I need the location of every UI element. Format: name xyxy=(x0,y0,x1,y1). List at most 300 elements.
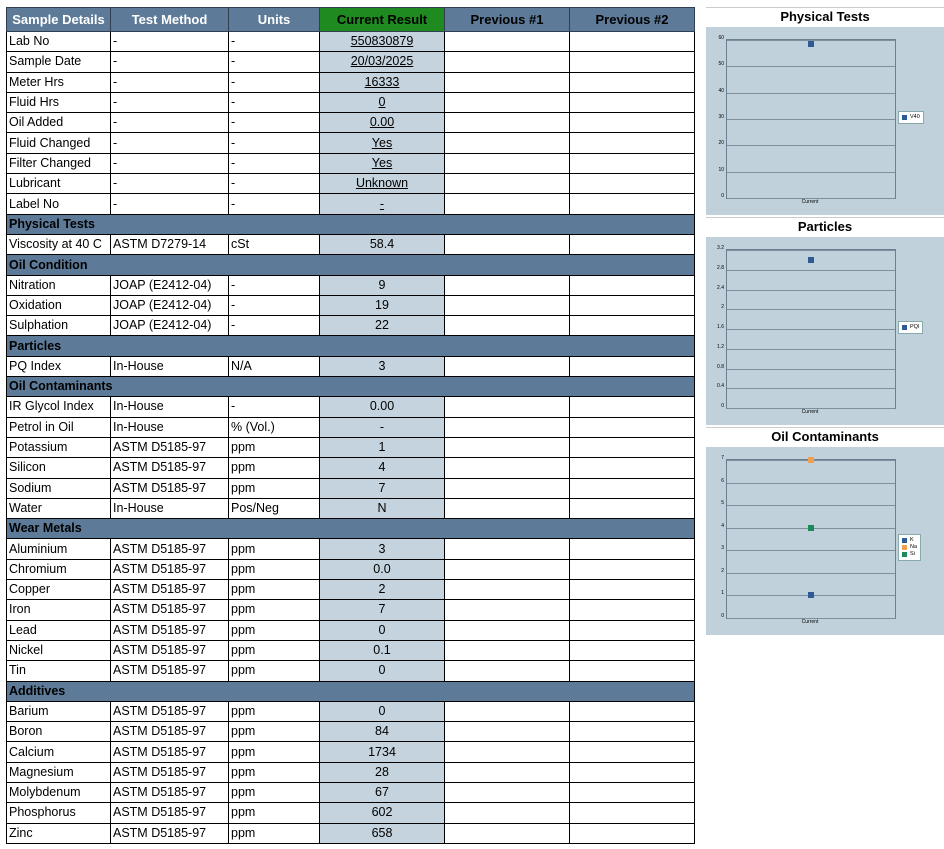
row-label: Sodium xyxy=(7,478,111,498)
row-label: Boron xyxy=(7,722,111,742)
units-cell: ppm xyxy=(229,661,320,681)
y-tick-label: 1.2 xyxy=(717,343,724,350)
current-result-cell: 58.4 xyxy=(320,234,445,254)
current-result-link[interactable]: 0 xyxy=(378,95,386,110)
legend-label: Si xyxy=(910,551,915,557)
table-row xyxy=(7,234,695,254)
previous-2-cell xyxy=(570,397,695,417)
legend-label: K xyxy=(910,537,914,543)
x-tick-label: Current xyxy=(801,619,819,625)
previous-1-cell xyxy=(445,661,570,681)
y-tick-label: 5 xyxy=(721,500,724,507)
row-label: Sulphation xyxy=(7,316,111,336)
section-header-row xyxy=(7,255,695,275)
y-tick-label: 1 xyxy=(721,590,724,597)
test-method-cell: JOAP (E2412-04) xyxy=(111,275,229,295)
y-tick-label: 7 xyxy=(721,455,724,461)
test-method-cell: ASTM D5185-97 xyxy=(111,661,229,681)
y-tick-label: 3.2 xyxy=(717,245,724,251)
row-label: Zinc xyxy=(7,823,111,843)
current-result-cell: - xyxy=(320,417,445,437)
current-result-cell: 3 xyxy=(320,356,445,376)
gridline xyxy=(727,119,895,120)
table-row xyxy=(7,701,695,721)
particles-chart xyxy=(706,217,944,425)
data-point-pqi xyxy=(808,257,814,263)
row-label: Potassium xyxy=(7,437,111,457)
row-label: Viscosity at 40 C xyxy=(7,234,111,254)
current-result-cell: 7 xyxy=(320,600,445,620)
units-cell: ppm xyxy=(229,580,320,600)
previous-1-cell xyxy=(445,620,570,640)
test-method-cell: ASTM D5185-97 xyxy=(111,640,229,660)
previous-1-cell xyxy=(445,742,570,762)
gridline xyxy=(727,483,895,484)
previous-1-cell xyxy=(445,803,570,823)
previous-1-cell xyxy=(445,194,570,214)
test-method-cell: ASTM D5185-97 xyxy=(111,823,229,843)
units-cell: - xyxy=(229,153,320,173)
plot-area xyxy=(726,249,896,409)
row-label: Fluid Changed xyxy=(7,133,111,153)
row-label: Nickel xyxy=(7,640,111,660)
test-method-cell: ASTM D5185-97 xyxy=(111,437,229,457)
section-header-row xyxy=(7,377,695,397)
gridline xyxy=(727,172,895,173)
test-method-cell: ASTM D5185-97 xyxy=(111,458,229,478)
units-cell: Pos/Neg xyxy=(229,498,320,518)
data-point-v40 xyxy=(808,41,814,47)
previous-2-cell xyxy=(570,498,695,518)
test-method-cell: JOAP (E2412-04) xyxy=(111,316,229,336)
table-row xyxy=(7,32,695,52)
units-cell: ppm xyxy=(229,437,320,457)
table-header-row xyxy=(7,8,695,32)
chart-area xyxy=(706,27,944,215)
gridline xyxy=(727,388,895,389)
test-method-cell: ASTM D5185-97 xyxy=(111,559,229,579)
gridline xyxy=(727,93,895,94)
header-units: Units xyxy=(229,8,320,32)
previous-1-cell xyxy=(445,234,570,254)
units-cell: ppm xyxy=(229,458,320,478)
test-method-cell: In-House xyxy=(111,356,229,376)
row-label: Nitration xyxy=(7,275,111,295)
current-result-cell: 0.1 xyxy=(320,640,445,660)
previous-1-cell xyxy=(445,92,570,112)
chart-legend xyxy=(898,534,921,561)
test-method-cell: - xyxy=(111,113,229,133)
row-label: Magnesium xyxy=(7,762,111,782)
legend-item xyxy=(902,544,917,551)
gridline xyxy=(727,505,895,506)
section-header-row xyxy=(7,519,695,539)
previous-2-cell xyxy=(570,722,695,742)
table-row xyxy=(7,559,695,579)
y-tick-label: 0 xyxy=(721,403,724,409)
plot-area xyxy=(726,459,896,619)
row-label: Chromium xyxy=(7,559,111,579)
units-cell: - xyxy=(229,72,320,92)
chart-title: Oil Contaminants xyxy=(771,429,879,444)
row-label: Lab No xyxy=(7,32,111,52)
header-previous-2: Previous #2 xyxy=(570,8,695,32)
y-tick-label: 1.6 xyxy=(717,324,724,330)
previous-1-cell xyxy=(445,782,570,802)
chart-title: Particles xyxy=(797,219,853,234)
current-result-cell xyxy=(320,72,445,92)
data-point-k xyxy=(808,592,814,598)
previous-2-cell xyxy=(570,661,695,681)
test-method-cell: ASTM D5185-97 xyxy=(111,742,229,762)
test-method-cell: - xyxy=(111,52,229,72)
units-cell: - xyxy=(229,194,320,214)
table-row xyxy=(7,174,695,194)
previous-1-cell xyxy=(445,539,570,559)
test-method-cell: - xyxy=(111,92,229,112)
table-row xyxy=(7,782,695,802)
table-row xyxy=(7,52,695,72)
previous-2-cell xyxy=(570,295,695,315)
table-row xyxy=(7,722,695,742)
row-label: Tin xyxy=(7,661,111,681)
y-tick-label: 2 xyxy=(721,304,724,311)
current-result-cell xyxy=(320,133,445,153)
current-result-cell xyxy=(320,32,445,52)
row-label: Calcium xyxy=(7,742,111,762)
current-result-cell: 0 xyxy=(320,661,445,681)
test-method-cell: ASTM D5185-97 xyxy=(111,600,229,620)
units-cell: ppm xyxy=(229,722,320,742)
y-tick-label: 2 xyxy=(721,567,724,574)
current-result-link[interactable]: - xyxy=(379,196,385,211)
legend-label: Na xyxy=(910,544,918,550)
gridline xyxy=(727,145,895,146)
previous-2-cell xyxy=(570,742,695,762)
row-label: Fluid Hrs xyxy=(7,92,111,112)
current-result-cell: 1734 xyxy=(320,742,445,762)
y-tick-label: 2.4 xyxy=(717,284,724,291)
test-method-cell: - xyxy=(111,72,229,92)
previous-2-cell xyxy=(570,458,695,478)
units-cell: ppm xyxy=(229,701,320,721)
row-label: Phosphorus xyxy=(7,803,111,823)
y-tick-label: 10 xyxy=(718,166,724,173)
units-cell: ppm xyxy=(229,478,320,498)
test-method-cell: ASTM D5185-97 xyxy=(111,478,229,498)
previous-2-cell xyxy=(570,782,695,802)
previous-2-cell xyxy=(570,153,695,173)
units-cell: - xyxy=(229,316,320,336)
units-cell: - xyxy=(229,174,320,194)
table-row xyxy=(7,539,695,559)
previous-2-cell xyxy=(570,701,695,721)
row-label: Barium xyxy=(7,701,111,721)
table-row xyxy=(7,498,695,518)
physical-tests-chart xyxy=(706,7,944,215)
previous-1-cell xyxy=(445,458,570,478)
chart-area xyxy=(706,447,944,635)
section-header-row xyxy=(7,336,695,356)
gridline xyxy=(727,250,895,251)
table-row xyxy=(7,356,695,376)
current-result-link[interactable]: Yes xyxy=(371,155,393,170)
table-row xyxy=(7,437,695,457)
previous-2-cell xyxy=(570,762,695,782)
test-method-cell: ASTM D7279-14 xyxy=(111,234,229,254)
previous-1-cell xyxy=(445,437,570,457)
units-cell: ppm xyxy=(229,782,320,802)
previous-2-cell xyxy=(570,600,695,620)
test-method-cell: ASTM D5185-97 xyxy=(111,580,229,600)
x-tick-label: Current xyxy=(801,199,819,205)
table-row xyxy=(7,417,695,437)
current-result-cell xyxy=(320,52,445,72)
test-method-cell: ASTM D5185-97 xyxy=(111,539,229,559)
section-title: Wear Metals xyxy=(7,519,695,539)
current-result-link[interactable]: Yes xyxy=(371,135,393,150)
y-tick-label: 4 xyxy=(721,522,724,529)
table-row xyxy=(7,762,695,782)
current-result-cell: 19 xyxy=(320,295,445,315)
previous-1-cell xyxy=(445,275,570,295)
row-label: IR Glycol Index xyxy=(7,397,111,417)
legend-swatch xyxy=(902,115,907,120)
current-result-cell: 67 xyxy=(320,782,445,802)
previous-1-cell xyxy=(445,133,570,153)
previous-1-cell xyxy=(445,52,570,72)
table-row xyxy=(7,742,695,762)
legend-label: V40 xyxy=(910,113,920,120)
table-row xyxy=(7,133,695,153)
test-method-cell: - xyxy=(111,194,229,214)
units-cell: ppm xyxy=(229,600,320,620)
previous-1-cell xyxy=(445,72,570,92)
gridline xyxy=(727,349,895,350)
previous-2-cell xyxy=(570,356,695,376)
test-method-cell: - xyxy=(111,133,229,153)
previous-2-cell xyxy=(570,823,695,843)
gridline xyxy=(727,573,895,574)
test-method-cell: JOAP (E2412-04) xyxy=(111,295,229,315)
gridline xyxy=(727,329,895,330)
y-tick-label: 0.8 xyxy=(717,363,724,370)
header-previous-1: Previous #1 xyxy=(445,8,570,32)
previous-1-cell xyxy=(445,823,570,843)
current-result-cell: 7 xyxy=(320,478,445,498)
x-tick-label: Current xyxy=(801,409,819,415)
previous-2-cell xyxy=(570,478,695,498)
units-cell: N/A xyxy=(229,356,320,376)
plot-area xyxy=(726,39,896,199)
y-tick-label: 6 xyxy=(721,477,724,484)
table-row xyxy=(7,113,695,133)
previous-2-cell xyxy=(570,275,695,295)
table-row xyxy=(7,92,695,112)
previous-1-cell xyxy=(445,397,570,417)
row-label: Lead xyxy=(7,620,111,640)
previous-2-cell xyxy=(570,417,695,437)
current-result-link[interactable]: 16333 xyxy=(364,74,400,89)
section-title: Additives xyxy=(7,681,695,701)
test-method-cell: ASTM D5185-97 xyxy=(111,701,229,721)
row-label: PQ Index xyxy=(7,356,111,376)
current-result-link[interactable]: 550830879 xyxy=(350,34,414,49)
current-result-cell xyxy=(320,92,445,112)
test-method-cell: ASTM D5185-97 xyxy=(111,722,229,742)
current-result-cell: 28 xyxy=(320,762,445,782)
previous-1-cell xyxy=(445,174,570,194)
current-result-cell: 4 xyxy=(320,458,445,478)
units-cell: - xyxy=(229,295,320,315)
table-row xyxy=(7,194,695,214)
units-cell: cSt xyxy=(229,234,320,254)
row-label: Label No xyxy=(7,194,111,214)
current-result-cell xyxy=(320,153,445,173)
data-point-si xyxy=(808,525,814,531)
previous-2-cell xyxy=(570,803,695,823)
units-cell: ppm xyxy=(229,559,320,579)
row-label: Copper xyxy=(7,580,111,600)
row-label: Iron xyxy=(7,600,111,620)
previous-2-cell xyxy=(570,559,695,579)
y-tick-label: 60 xyxy=(718,35,724,41)
previous-1-cell xyxy=(445,417,570,437)
header-current-result: Current Result xyxy=(320,8,445,32)
test-method-cell: - xyxy=(111,32,229,52)
previous-1-cell xyxy=(445,498,570,518)
previous-2-cell xyxy=(570,316,695,336)
units-cell: - xyxy=(229,52,320,72)
row-label: Water xyxy=(7,498,111,518)
test-method-cell: ASTM D5185-97 xyxy=(111,803,229,823)
row-label: Lubricant xyxy=(7,174,111,194)
previous-1-cell xyxy=(445,478,570,498)
current-result-cell xyxy=(320,174,445,194)
previous-2-cell xyxy=(570,92,695,112)
units-cell: - xyxy=(229,32,320,52)
previous-1-cell xyxy=(445,295,570,315)
table-row xyxy=(7,295,695,315)
previous-2-cell xyxy=(570,113,695,133)
table-row xyxy=(7,640,695,660)
table-row xyxy=(7,275,695,295)
legend-item xyxy=(902,551,917,558)
test-method-cell: ASTM D5185-97 xyxy=(111,782,229,802)
test-method-cell: - xyxy=(111,174,229,194)
legend-swatch xyxy=(902,552,907,557)
previous-1-cell xyxy=(445,559,570,579)
previous-1-cell xyxy=(445,316,570,336)
previous-2-cell xyxy=(570,52,695,72)
current-result-link[interactable]: Unknown xyxy=(355,176,409,191)
current-result-cell: 1 xyxy=(320,437,445,457)
current-result-link[interactable]: 0.00 xyxy=(369,115,395,130)
previous-1-cell xyxy=(445,580,570,600)
row-label: Oxidation xyxy=(7,295,111,315)
header-sample-details: Sample Details xyxy=(7,8,111,32)
previous-2-cell xyxy=(570,72,695,92)
y-tick-label: 3 xyxy=(721,545,724,552)
previous-2-cell xyxy=(570,133,695,153)
gridline xyxy=(727,369,895,370)
units-cell: ppm xyxy=(229,620,320,640)
table-row xyxy=(7,803,695,823)
current-result-cell: 2 xyxy=(320,580,445,600)
previous-1-cell xyxy=(445,113,570,133)
current-result-link[interactable]: 20/03/2025 xyxy=(350,54,414,69)
gridline xyxy=(727,309,895,310)
table-row xyxy=(7,153,695,173)
table-row xyxy=(7,478,695,498)
y-tick-label: 20 xyxy=(718,140,724,147)
previous-1-cell xyxy=(445,762,570,782)
previous-2-cell xyxy=(570,32,695,52)
table-row xyxy=(7,600,695,620)
units-cell: ppm xyxy=(229,803,320,823)
y-tick-label: 2.8 xyxy=(717,264,724,271)
gridline xyxy=(727,270,895,271)
test-method-cell: In-House xyxy=(111,417,229,437)
previous-2-cell xyxy=(570,640,695,660)
units-cell: - xyxy=(229,113,320,133)
units-cell: ppm xyxy=(229,539,320,559)
table-row xyxy=(7,620,695,640)
previous-1-cell xyxy=(445,600,570,620)
legend-item xyxy=(902,324,919,331)
units-cell: % (Vol.) xyxy=(229,417,320,437)
previous-2-cell xyxy=(570,174,695,194)
section-title: Oil Contaminants xyxy=(7,377,695,397)
header-test-method: Test Method xyxy=(111,8,229,32)
section-header-row xyxy=(7,681,695,701)
previous-1-cell xyxy=(445,722,570,742)
current-result-cell: 0.00 xyxy=(320,397,445,417)
row-label: Meter Hrs xyxy=(7,72,111,92)
table-row xyxy=(7,823,695,843)
y-tick-label: 40 xyxy=(718,87,724,94)
chart-title: Physical Tests xyxy=(780,9,870,24)
previous-2-cell xyxy=(570,620,695,640)
legend-item xyxy=(902,114,920,121)
current-result-cell: 0.0 xyxy=(320,559,445,579)
previous-2-cell xyxy=(570,194,695,214)
current-result-cell: 9 xyxy=(320,275,445,295)
legend-swatch xyxy=(902,325,907,330)
gridline xyxy=(727,290,895,291)
y-tick-label: 30 xyxy=(718,114,724,120)
current-result-cell: 0 xyxy=(320,701,445,721)
section-header-row xyxy=(7,214,695,234)
current-result-cell: 658 xyxy=(320,823,445,843)
table-row xyxy=(7,661,695,681)
test-method-cell: ASTM D5185-97 xyxy=(111,620,229,640)
units-cell: ppm xyxy=(229,640,320,660)
results-table xyxy=(6,7,695,844)
previous-1-cell xyxy=(445,701,570,721)
section-title: Physical Tests xyxy=(7,214,695,234)
units-cell: - xyxy=(229,397,320,417)
test-method-cell: In-House xyxy=(111,498,229,518)
previous-2-cell xyxy=(570,437,695,457)
previous-1-cell xyxy=(445,356,570,376)
y-tick-label: 0 xyxy=(721,613,724,619)
current-result-cell: 3 xyxy=(320,539,445,559)
table-row xyxy=(7,580,695,600)
data-point-na xyxy=(808,457,814,463)
row-label: Molybdenum xyxy=(7,782,111,802)
row-label: Silicon xyxy=(7,458,111,478)
